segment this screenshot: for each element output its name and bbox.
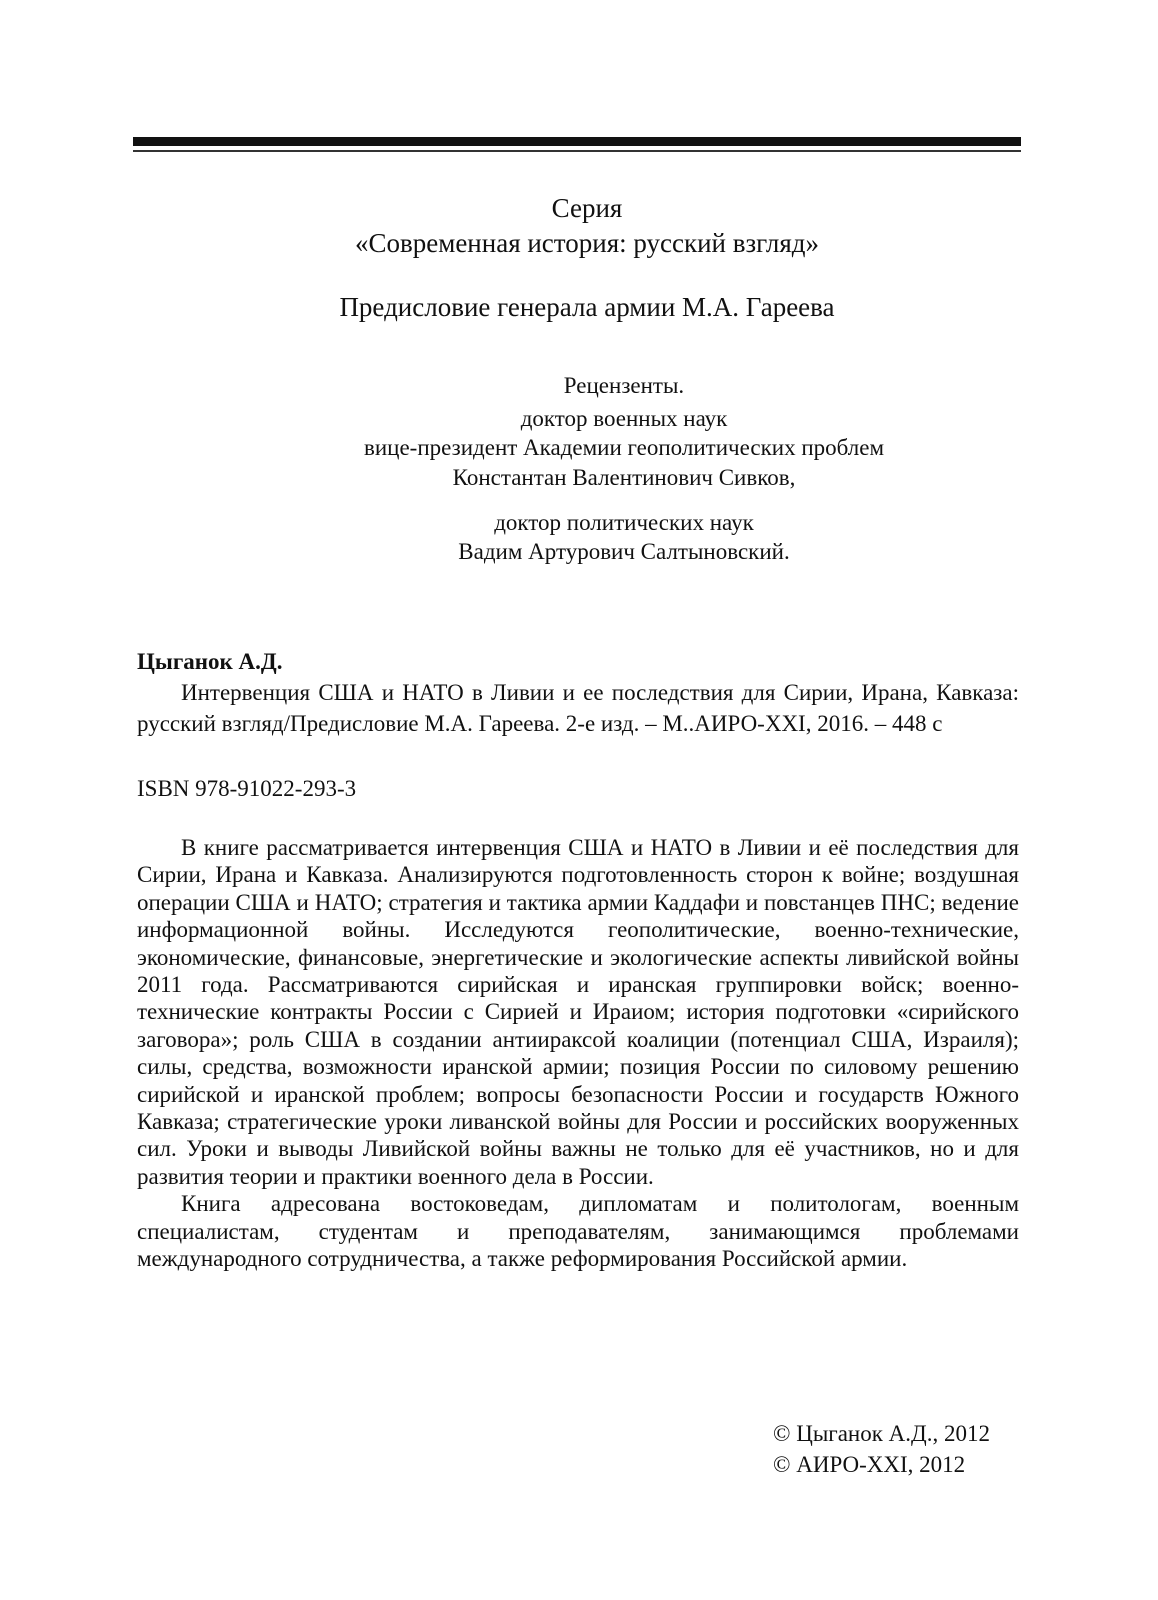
reviewer-2-name: Вадим Артурович Салтыновский. — [458, 539, 790, 564]
copyright-line: © Цыганок А.Д., 2012 — [773, 1421, 990, 1446]
series-label: Серия — [551, 193, 623, 223]
annotation-paragraph: В книге рассматривается интервенция США и НАТО в Ливии и её последствия для Сирии, Ирана и Кавказа. Анализируются подготовленность сторон к войне; воздушная операции США и НАТО; стратегия и тактика армии Каддафи и повстанцев ПНС; ведение информационной войны. Исследуются геополитические, военно-технические, экономические, финансовые, энергетические и экологические аспекты ливийской войны 2011 года. Рассматриваются сирийская и иранская группировки войск; военно-технические контракты России с Сирией и Ираиом; история подготовки «сирийского заговора»; роль США в создании антиираксой коалиции (потенциал США, Израиля); силы, средства, возможности иранской армии; позиция России по силовому решению сирийской и иранской проблем; вопросы безопасности России и государств Южного Кавказа; стратегические уроки ливанской войны для России и российских вооруженных сил. Уроки и выводы Ливийской войны важны не только для её участников, но и для развития теории и практики военного дела в России. — [137, 835, 1019, 1189]
reviewers-heading: Рецензенты. — [563, 373, 685, 398]
author-name: Цыганок А.Д. — [137, 649, 283, 674]
bibliographic-record — [137, 646, 1019, 739]
reviewer-1-name: Константан Валентинович Сивков, — [452, 465, 796, 490]
reviewer-1-position: вице-президент Академии геополитических проблем — [364, 435, 884, 460]
annotation — [137, 834, 1019, 1273]
reviewer-1-degree: доктор военных наук — [520, 406, 728, 431]
annotation-paragraph: Книга адресована востоковедам, дипломатам и политологам, военным специалистам, студентам и преподавателям, занимающимся проблемами международного сотрудничества, а также реформирования Российской армии. — [137, 1191, 1019, 1272]
copyright-block — [773, 1418, 990, 1480]
isbn: ISBN 978-91022-293-3 — [137, 776, 357, 801]
series-title: «Современная история: русский взгляд» — [355, 228, 819, 258]
foreword-note: Предисловие генерала армии М.А. Гареева — [339, 292, 835, 322]
reviewer-2-degree: доктор политических наук — [494, 510, 754, 535]
bibliographic-description: Интервенция США и НАТО в Ливии и ее последствия для Сирии, Ирана, Кавказа: русский взгляд/Предисловие М.А. Гареева. 2-е изд. – М..АИРО-XXI, 2016. – 448 с — [137, 680, 1019, 736]
copyright-line: © АИРО-XXI, 2012 — [773, 1452, 966, 1477]
header-rule-thin — [133, 150, 1021, 152]
header-rule — [133, 137, 1021, 146]
